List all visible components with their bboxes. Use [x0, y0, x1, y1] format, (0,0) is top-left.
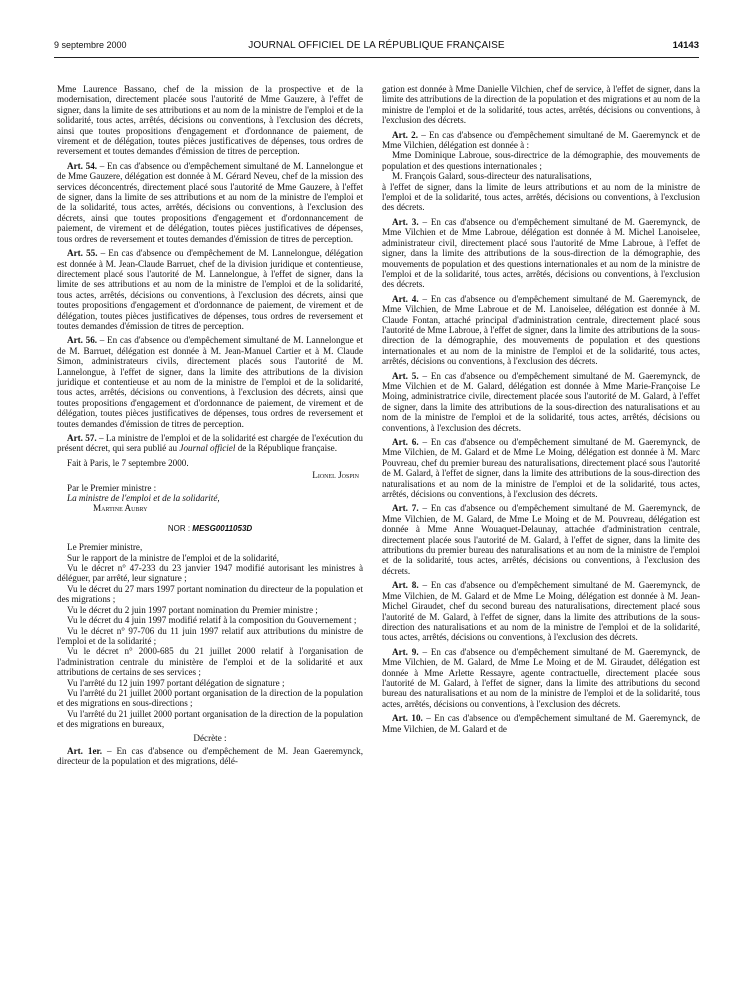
article-text: de la République française. [235, 443, 338, 454]
article-5 [382, 371, 700, 433]
header-page-number: 14143 [672, 40, 699, 51]
article-text: – En cas d'absence ou d'empêchement simultané de M. Gaeremynck, de Mme Vilchien et de M. Galard, délégation est donnée à Mme Marie-Françoise Le Moing, administratrice civile, directement placée sous l'autorité de M. Galard, à l'effet de signer, dans la limite des attributions de la sous-direction des naturalisations et au nom de la ministre de l'emploi et de la solidarité, tous actes, arrêtés, décisions ou conventions, à l'exclusion des décrets. [382, 370, 700, 433]
article-label: Art. 8. [392, 580, 419, 591]
article-2 [382, 130, 700, 151]
list-item: Mme Dominique Labroue, sous-directrice de la démographie, des mouvements de population et des questions internationales ; [382, 150, 700, 171]
article-1 [57, 746, 363, 767]
journal-officiel-italic: Journal officiel [179, 443, 236, 454]
article-label: Art. 9. [392, 646, 419, 657]
article-3 [382, 217, 700, 290]
fait-a-paris: Fait à Paris, le 7 septembre 2000. [67, 457, 189, 468]
article-text: – En cas d'absence ou d'empêchement de M. Jean Gaeremynck, directeur de la population et des migrations, délé- [57, 745, 363, 767]
header-date: 9 septembre 2000 [54, 40, 127, 50]
visa-line: Vu l'arrêté du 21 juillet 2000 portant organisation de la direction de la population et des migrations en sous-directions ; [57, 687, 363, 709]
visa-line: Vu le décret du 2 juin 1997 portant nomination du Premier ministre ; [67, 604, 318, 615]
article-text: – En cas d'absence ou d'empêchement simultané de M. Gaeremynck, de Mme Vilchien, de M. Galard et de Mme Le Moing, délégation est donnée à M. Marc Pouvreau, chef du premier bureau des naturalisations, directement placé sous l'autorité de M. Galard, à l'effet de signer, dans la limite des attributions de la sous-direction des naturalisations et au nom de la ministre de l'emploi et de la solidarité, tous actes, arrêtés, décisions ou conventions, à l'exclusion des décrets. [382, 437, 700, 500]
article-text: – En cas d'absence ou d'empêchement simultané de M. Gaeremynck, de Mme Vilchien, de M. Galard et de Mme Le Moing, délégation est donnée à M. Jean-Michel Giraudet, chef du second bureau des naturalisations, directement placé sous l'autorité de M. Galard, à l'effet de signer, dans la limite des attributions de la sous-direction des naturalisations et au nom de la ministre de l'emploi et de la solidarité, tous actes, arrêtés, décisions ou conventions, à l'exclusion des décrets. [382, 580, 700, 643]
article-text: – En cas d'absence ou d'empêchement simultané de M. Lannelongue et de Mme Gauzere, délégation est donnée à M. Gérard Neveu, chef de la mission des services déconcentrés, directement placé sous l'autorité de Mme Gauzere, à l'effet de signer, dans la limite de ses attributions et au nom de la ministre de l'emploi et de la solidarité, tous actes, arrêtés, décisions ou conventions, à l'exclusion des décrets, ainsi que toutes propositions d'engagement et d'ordonnancement de paiement, de virement et de délégation, toutes pièces justificatives de dépenses, tous ordres de reversement et toutes demandes d'émission de titres de perception. [57, 160, 363, 244]
article-7 [382, 503, 700, 576]
right-column [382, 84, 700, 734]
list-item: M. François Galard, sous-directeur des naturalisations, [392, 171, 592, 182]
article-label: Art. 3. [392, 216, 419, 227]
visa-line: Vu le décret du 4 juin 1997 modifié relatif à la composition du Gouvernement ; [67, 615, 357, 626]
article-text: – En cas d'absence ou d'empêchement simultané de M. Gaeremynck, de Mme Vilchien, de M. Galard et de [382, 713, 700, 734]
article-label: Art. 6. [392, 437, 419, 447]
article-text: – En cas d'absence ou d'empêchement simultané de M. Gaeremynck, de Mme Vilchien et de Mme Labroue, délégation est donnée à M. Michel Lanoiselee, administrateur civil, directement placé sous l'autorité de Mme Labroue, à l'effet de signer, dans la limite des attributions de la sous-direction de la démographie, des mouvements de population et des questions internationales et au nom de la ministre de l'emploi et de la solidarité, tous actes, arrêtés, décisions ou conventions, à l'exclusion des décrets. [382, 216, 700, 290]
par-le-premier-ministre: Par le Premier ministre : [67, 482, 157, 493]
signature-ministre: Martine Aubry [93, 503, 148, 514]
signature-pm: Lionel Jospin [312, 470, 359, 481]
visa-line: Vu l'arrêté du 12 juin 1997 portant délégation de signature ; [67, 677, 285, 688]
article-54 [57, 161, 363, 244]
visa-line: Sur le rapport de la ministre de l'emploi et de la solidarité, [67, 552, 279, 563]
visa-line: Vu le décret n° 97-706 du 11 juin 1997 relatif aux attributions du ministre de l'emploi et de la solidarité ; [57, 625, 363, 646]
article-8 [382, 580, 700, 642]
article-57 [57, 433, 363, 454]
article-label: Art. 1er. [67, 745, 103, 756]
article-text: – En cas d'absence ou d'empêchement simultané de M. Gaeremynck, de Mme Vilchien, de M. Galard, de Mme Le Moing et de M. Giraudet, délégation est donnée à Mme Arlette Ressayre, agente contractuelle, directement placée sous l'autorité de M. Galard, à l'effet de signer, dans la limite des attributions du second bureau des naturalisations et au nom de la ministre de l'emploi et de la solidarité, tous actes, arrêtés, décisions ou conventions, à l'exclusion des décrets. [382, 646, 700, 709]
article-label: Art. 2. [392, 129, 418, 140]
paragraph: à l'effet de signer, dans la limite de leurs attributions et au nom de la ministre de l'emploi et de la solidarité, tous actes, arrêtés, décisions ou conventions, à l'exclusion des décrets. [382, 181, 700, 213]
header-rule [54, 57, 699, 58]
paragraph: gation est donnée à Mme Danielle Vilchien, chef de service, à l'effet de signer, dans la limite des attributions de la direction de la population et des migrations et au nom de la ministre de l'emploi et de la solidarité, tous actes, arrêtés, décisions ou conventions, à l'exclusion des décrets. [382, 84, 700, 126]
article-label: Art. 10. [392, 713, 423, 724]
article-label: Art. 4. [392, 293, 419, 304]
article-label: Art. 5. [392, 370, 419, 381]
nor-code: MESG0011053D [192, 523, 253, 533]
article-label: Art. 56. [67, 335, 98, 346]
article-label: Art. 54. [67, 160, 98, 171]
premier-ministre-line: Le Premier ministre, [67, 542, 143, 553]
left-column [57, 84, 363, 767]
article-56 [57, 335, 363, 429]
nor-label: NOR : [167, 523, 193, 533]
article-text: – En cas d'absence ou d'empêchement de M. Lannelongue, délégation est donnée à M. Jean-Claude Barruet, chef de la division juridique et contentieuse, directement placé sous l'autorité de M. Lannelongue, à l'effet de signer, dans la limite de ses attributions et au nom de la ministre de l'emploi et de la solidarité, tous actes, arrêtés, décisions ou conventions, à l'exclusion des décrets, ainsi que toutes propositions d'engagement et d'ordonnance de paiement, de virement et de délégation, toutes pièces justificatives de dépenses, tous ordres de reversement et toutes demandes d'émission de titres de perception. [57, 248, 363, 331]
article-55 [57, 248, 363, 331]
article-4 [382, 294, 700, 367]
visa-line: Vu l'arrêté du 21 juillet 2000 portant organisation de la direction de la population et des migrations en bureaux, [57, 708, 363, 730]
visa-line: Vu le décret du 27 mars 1997 portant nomination du directeur de la population et des migrations ; [57, 583, 363, 605]
article-text: – En cas d'absence ou d'empêchement simultané de M. Gaeremynck, de Mme Vilchien, de M. Galard, de Mme Le Moing et de M. Pouvreau, délégation est donnée à Mme Anne Wouaquet-Delaunay, attachée d'administration centrale, directement placée sous l'autorité de M. Galard, à l'effet de signer, dans la limite des attributions du premier bureau des naturalisations et au nom de la ministre de l'emploi et de la solidarité, tous actes, arrêtés, décisions ou conventions, à l'exclusion des décrets. [382, 503, 700, 576]
visa-line: Vu le décret n° 47-233 du 23 janvier 1947 modifié autorisant les ministres à déléguer, par arrêté, leur signature ; [57, 563, 363, 584]
article-text: – En cas d'absence ou d'empêchement simultané de M. Gaeremynck et de Mme Vilchien, délégation est donnée à : [382, 129, 700, 151]
article-label: Art. 55. [67, 248, 98, 259]
article-text: – En cas d'absence ou d'empêchement simultané de M. Lannelongue et de M. Barruet, délégation est donnée à M. Jean-Manuel Cartier et à M. Claude Simon, administrateurs civils, directement placés sous l'autorité de M. Lannelongue, à l'effet de signer, dans la limite des attributions de la division juridique et contentieuse et au nom de la ministre de l'emploi et de la solidarité, tous actes, arrêtés, décisions ou conventions, à l'exclusion des décrets, ainsi que toutes propositions d'engagement et d'ordonnance de paiement, de virement et de délégation, toutes pièces justificatives de dépenses, tous ordres de reversement et toutes demandes d'émission de titres de perception. [57, 335, 363, 429]
article-text: – La ministre de l'emploi et de la solidarité est chargée de l'exécution du présent décret, qui sera publié au [57, 433, 363, 454]
article-6 [382, 437, 700, 499]
header-journal-title: JOURNAL OFFICIEL DE LA RÉPUBLIQUE FRANÇAISE [248, 40, 505, 51]
article-label: Art. 7. [392, 503, 419, 514]
paragraph: Mme Laurence Bassano, chef de la mission de la prospective et de la modernisation, directement placée sous l'autorité de Mme Gauzere, à l'effet de signer, dans la limite de ses attributions et au nom de la ministre de l'emploi et de la solidarité, tous actes, arrêtés, décisions ou conventions, à l'exclusion des décrets, ainsi que toutes propositions d'engagement et d'ordonnance de paiement, de virement et de délégation, toutes pièces justificatives de dépenses, tous ordres de reversement et toutes demandes d'émission de titres de perception. [57, 84, 363, 157]
article-10 [382, 713, 700, 734]
article-9 [382, 647, 700, 709]
ministre-title: La ministre de l'emploi et de la solidarité, [67, 493, 220, 504]
decrete-heading: Décrète : [193, 732, 227, 743]
page-header [54, 40, 699, 54]
nor-reference [57, 524, 363, 534]
visa-line: Vu le décret n° 2000-685 du 21 juillet 2000 relatif à l'organisation de l'administration centrale du ministère de l'emploi et de la solidarité et aux attributions de certains de ses services ; [57, 646, 363, 678]
article-text: – En cas d'absence ou d'empêchement simultané de M. Gaeremynck, de Mme Vilchien, de Mme Labroue et de M. Lanoiselee, délégation est donnée à M. Claude Fontan, attaché principal d'administration centrale, directement placé sous l'autorité de Mme Labroue, à l'effet de signer, dans la limite des attributions de la sous-direction de la démographie, des mouvements de population et des questions internationales et au nom de la ministre de l'emploi et de la solidarité, tous actes, arrêtés, décisions ou conventions, à l'exclusion des décrets. [382, 293, 700, 367]
article-label: Art. 57. [67, 433, 97, 443]
